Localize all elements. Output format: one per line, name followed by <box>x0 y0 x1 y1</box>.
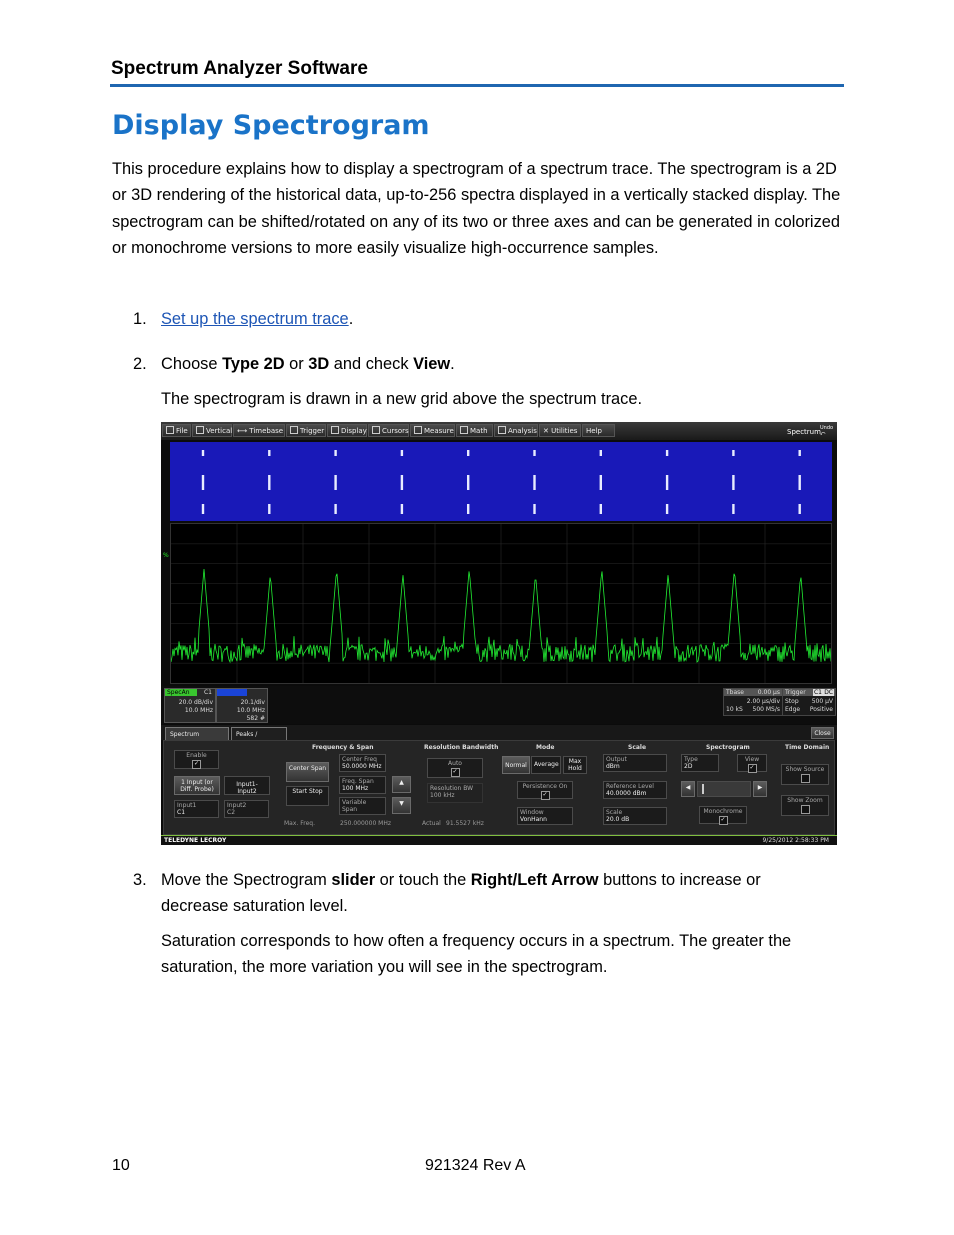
freq-span-field[interactable]: Freq. Span 100 MHz <box>339 776 386 794</box>
spectrogram-streak <box>401 475 403 490</box>
menu-display[interactable]: Display <box>327 424 367 437</box>
scale-field[interactable]: Scale 20.0 dB <box>603 807 667 825</box>
specan-tag: SpecAn <box>165 689 197 696</box>
up-arrow-icon: ▲ <box>399 779 404 786</box>
start-stop-button[interactable]: Start Stop <box>286 786 329 806</box>
scope-screenshot <box>161 422 837 845</box>
undo-icon: ⤺ <box>820 431 826 437</box>
spectrogram-streak <box>202 475 204 490</box>
saturation-slider[interactable] <box>697 781 751 797</box>
spectrogram-streak <box>334 450 336 456</box>
menu-trigger[interactable]: Trigger <box>286 424 326 437</box>
display-icon <box>331 426 339 434</box>
section-resolution-bw: Resolution Bandwidth <box>424 744 499 751</box>
saturation-right-button[interactable] <box>753 781 767 797</box>
document-number: 921324 Rev A <box>425 1157 526 1174</box>
spectrum-analyzer-panel <box>163 740 835 835</box>
menu-vertical[interactable]: Vertical <box>192 424 232 437</box>
menu-bar <box>161 422 837 440</box>
step-2: Choose Type 2D or 3D and check View. <box>161 355 455 373</box>
math-icon <box>460 426 468 434</box>
window-field[interactable]: Window VonHann <box>517 807 573 825</box>
mode-max-hold-button[interactable]: Max Hold <box>563 756 587 774</box>
close-button[interactable]: Close <box>811 727 834 739</box>
mode-average-button[interactable]: Average <box>531 756 561 774</box>
check-icon: ✓ <box>542 791 548 798</box>
variable-span-checkbox[interactable]: Variable Span <box>339 797 386 815</box>
analysis-icon <box>498 426 506 434</box>
slider-thumb[interactable] <box>702 784 704 794</box>
tools-icon: ✕ <box>543 427 552 435</box>
section-scale: Scale <box>628 744 647 751</box>
spectrogram-streak <box>334 504 336 514</box>
spectrogram-streak <box>268 504 270 514</box>
menu-analysis[interactable]: Analysis <box>494 424 538 437</box>
reference-level-field[interactable]: Reference Level 40.0000 dBm <box>603 781 667 799</box>
down-arrow-icon: ▼ <box>399 800 404 807</box>
input1-field[interactable]: Input1 C1 <box>174 800 219 818</box>
actual-value: 91.5527 kHz <box>446 820 484 827</box>
section-mode: Mode <box>536 744 555 751</box>
spectrogram-streak <box>268 450 270 456</box>
output-field[interactable]: Output dBm <box>603 754 667 772</box>
spectrogram-streak <box>600 504 602 514</box>
step-number: 1. <box>133 310 147 328</box>
specan-descriptor[interactable]: SpecAn C1 20.0 dB/div 10.0 MHz <box>164 688 216 723</box>
max-freq-label: Max. Freq. <box>284 820 315 827</box>
spectrogram-streak <box>533 475 535 490</box>
running-header: Spectrum Analyzer Software <box>111 58 368 79</box>
status-bar <box>161 835 837 845</box>
spectrogram-streak <box>600 450 602 456</box>
spectrum-trace-plot <box>171 524 831 683</box>
spectrogram-streak <box>799 504 801 514</box>
menu-math[interactable]: Math <box>456 424 493 437</box>
trigger-descriptor[interactable]: Trigger C1 DC Stop 500 µV Edge Positive <box>782 688 836 716</box>
spectrogram-streak <box>732 475 734 490</box>
actual-label: Actual <box>422 820 441 827</box>
show-zoom-checkbox[interactable]: Show Zoom <box>781 795 829 816</box>
spectrogram-streak <box>799 450 801 456</box>
spectrogram-streak <box>467 475 469 490</box>
page-number: 10 <box>112 1157 130 1174</box>
intro-paragraph: This procedure explains how to display a spectrogram of a spectrum trace. The spectrogram is a 2D or 3D rendering of the historical data, up-to-256 spectra displayed in a vertically stacked display. The spectrogram can be shifted/rotated on any of its two or three axes and can be generated in colorized or monochrome versions to more easily visualize high-occurrence samples. <box>112 160 841 257</box>
menu-utilities[interactable]: ✕ Utilities <box>539 424 581 437</box>
span-up-button[interactable] <box>392 776 411 793</box>
enable-checkbox[interactable]: Enable ✓ <box>174 750 219 769</box>
step-1: Set up the spectrum trace. <box>161 310 354 328</box>
spectrogram-streak <box>732 504 734 514</box>
spectrogram-descriptor[interactable]: 20.1/div 10.0 MHz 582 # <box>216 688 268 723</box>
step-number: 2. <box>133 355 147 373</box>
spectrogram-grid <box>170 442 832 521</box>
undo-button[interactable]: Undo ⤺ <box>820 425 834 437</box>
check-icon: ✓ <box>452 768 458 775</box>
menu-measure[interactable]: Measure <box>410 424 455 437</box>
section-spectrogram: Spectrogram <box>706 744 750 751</box>
step-3: Move the Spectrogram slider or touch the Right/Left Arrow buttons to increase or decrease saturation level. <box>161 871 761 915</box>
spectrogram-streak <box>401 504 403 514</box>
check-icon: ✓ <box>749 764 755 771</box>
spectrogram-streak <box>666 475 668 490</box>
dialog-tabs <box>161 725 837 740</box>
measure-icon <box>414 426 422 434</box>
section-frequency-span: Frequency & Span <box>312 744 374 751</box>
right-arrow-icon: ▶ <box>757 784 763 791</box>
descriptor-bar <box>161 686 837 724</box>
setup-spectrum-link[interactable]: Set up the spectrum trace <box>161 310 349 328</box>
persistence-checkbox[interactable]: Persistence On ✓ <box>517 781 573 799</box>
single-input-button[interactable]: 1 Input (or Diff. Probe) <box>174 776 220 795</box>
input2-field[interactable]: Input2 C2 <box>224 800 269 818</box>
section-time-domain: Time Domain <box>785 744 830 751</box>
saturation-left-button[interactable] <box>681 781 695 797</box>
spectrogram-streak <box>268 475 270 490</box>
spectrogram-type-field[interactable]: Type 2D <box>681 754 719 772</box>
input-difference-button[interactable]: Input1-Input2 <box>224 776 270 795</box>
header-rule <box>110 84 844 87</box>
left-arrow-icon: ◀ <box>685 784 691 791</box>
teledyne-logo: TELEDYNE LECROY <box>164 837 227 844</box>
spectrogram-streak <box>666 450 668 456</box>
spectrum-grid <box>170 523 832 684</box>
menu-cursors[interactable]: Cursors <box>368 424 409 437</box>
spectrogram-streak <box>467 450 469 456</box>
check-icon: ✓ <box>193 760 200 767</box>
spectrogram-streak <box>799 475 801 490</box>
cursors-icon <box>372 426 380 434</box>
spectrogram-tag <box>217 689 247 696</box>
app-title: Spectrum <box>787 428 821 436</box>
file-icon <box>166 426 174 434</box>
tab-spectrum-analyzer[interactable]: Spectrum <box>165 727 229 740</box>
spectrogram-streak <box>467 504 469 514</box>
menu-file[interactable]: File <box>162 424 191 437</box>
spectrogram-streak <box>334 475 336 490</box>
trace-marker: % <box>163 552 169 559</box>
span-down-button[interactable] <box>392 797 411 814</box>
datetime: 9/25/2012 2:58:33 PM <box>762 837 829 844</box>
trigger-icon <box>290 426 298 434</box>
tab-peaks-markers[interactable]: Peaks / <box>231 727 287 740</box>
spectrogram-streak <box>202 504 204 514</box>
vertical-icon <box>196 426 204 434</box>
menu-timebase[interactable]: ⟷ Timebase <box>233 424 285 437</box>
show-source-checkbox[interactable]: Show Source <box>781 764 829 785</box>
arrows-icon: ⟷ <box>237 427 250 435</box>
spectrogram-streak <box>401 450 403 456</box>
auto-checkbox[interactable]: Auto ✓ <box>427 758 483 778</box>
step-3-note: Saturation corresponds to how often a frequency occurs in a spectrum. The greater the saturation, the more variation you will see in the spectrogram. <box>161 932 792 976</box>
spectrogram-streak <box>533 450 535 456</box>
step-number: 3. <box>133 871 147 889</box>
spectrogram-streak <box>202 450 204 456</box>
spectrogram-streak <box>600 475 602 490</box>
monochrome-checkbox[interactable]: Monochrome ✓ <box>699 806 747 824</box>
view-checkbox[interactable]: View ✓ <box>737 754 767 772</box>
center-span-button[interactable]: Center Span <box>286 762 329 782</box>
mode-normal-button[interactable]: Normal <box>502 756 530 774</box>
spectrogram-plot <box>170 442 832 521</box>
center-freq-field[interactable]: Center Freq 50.0000 MHz <box>339 754 386 772</box>
menu-help[interactable]: Help <box>582 424 615 437</box>
page-title: Display Spectrogram <box>112 110 430 141</box>
resolution-bw-field[interactable]: Resolution BW 100 kHz <box>427 783 483 803</box>
spectrogram-streak <box>732 450 734 456</box>
timebase-descriptor[interactable]: Tbase 0.00 µs 2.00 µs/div 10 kS 500 MS/s <box>723 688 783 716</box>
spectrogram-streak <box>533 504 535 514</box>
check-icon: ✓ <box>720 816 726 823</box>
spectrogram-streak <box>666 504 668 514</box>
max-freq-value: 250.000000 MHz <box>340 820 392 827</box>
step-2-note: The spectrogram is drawn in a new grid above the spectrum trace. <box>161 390 643 408</box>
